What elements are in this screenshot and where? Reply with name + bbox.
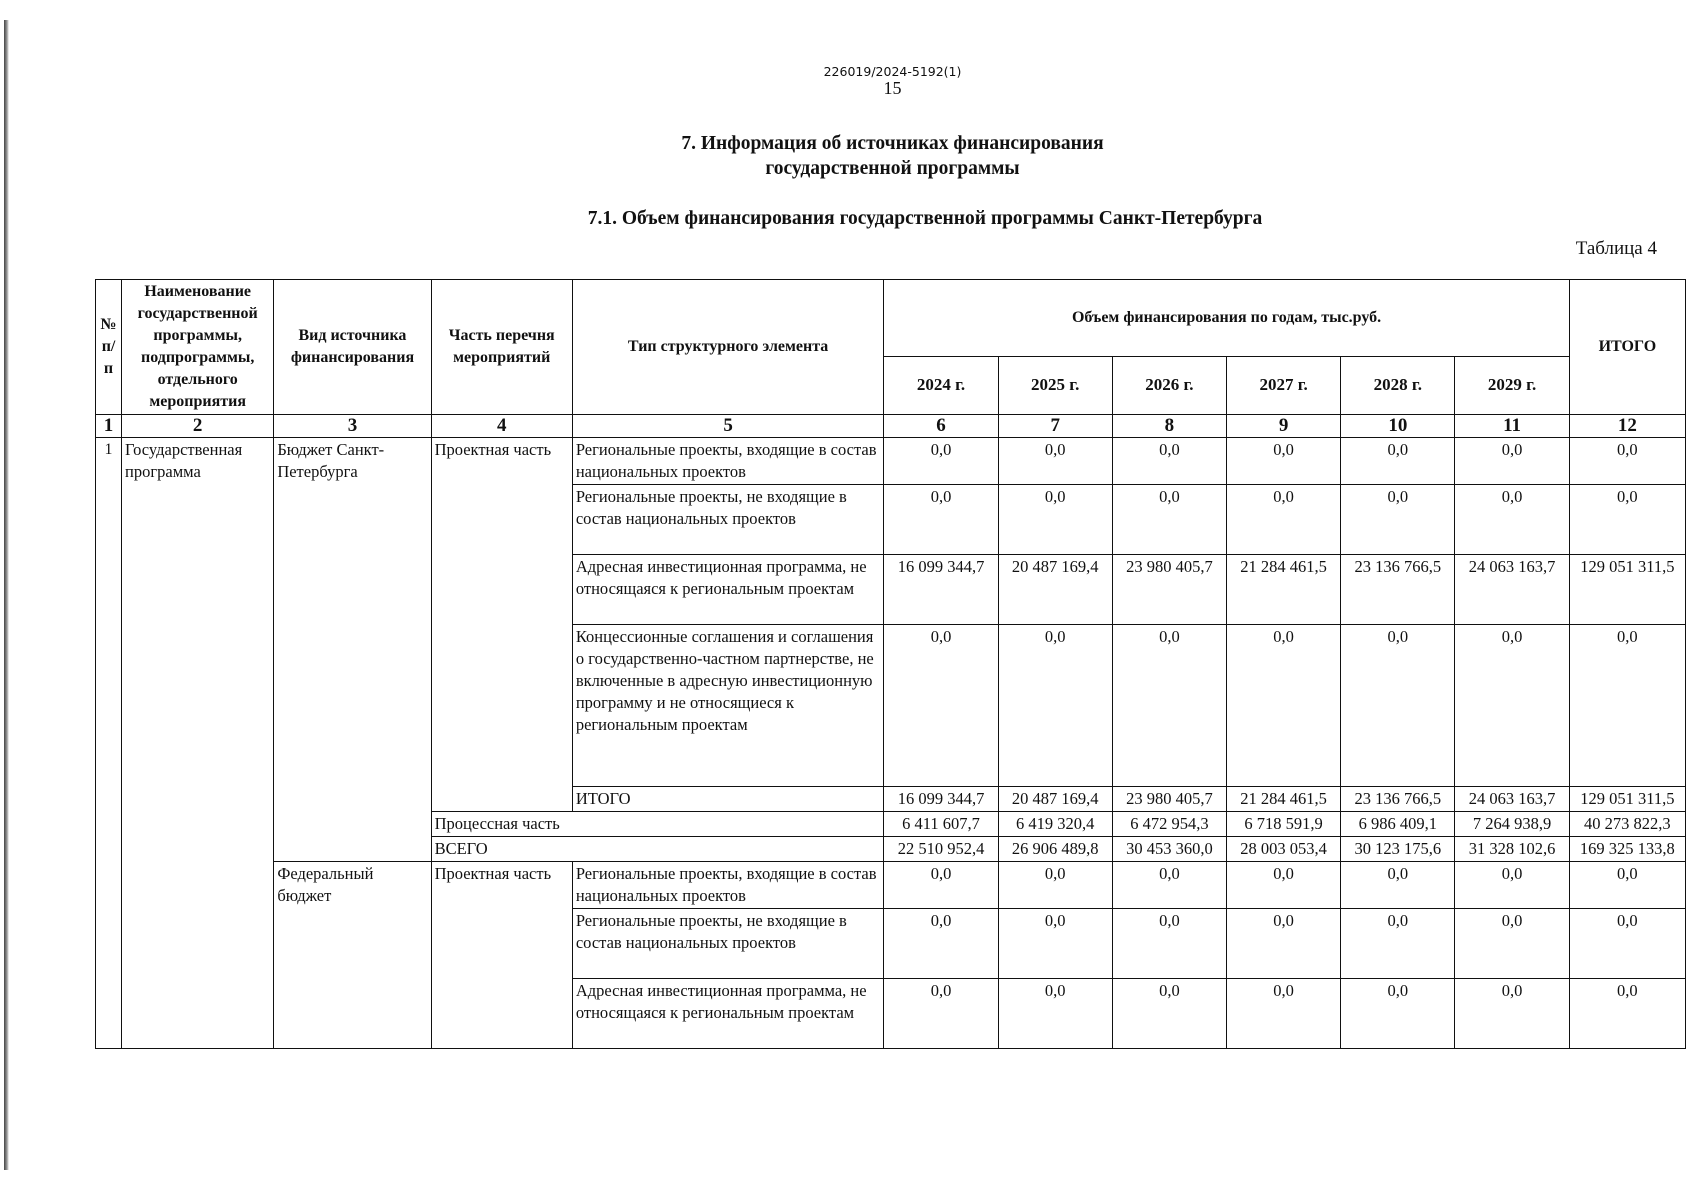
header-element-type: Тип структурного элемента [572,280,884,415]
header-year-2025: 2025 г. [998,356,1112,414]
value-cell: 0,0 [1341,485,1455,555]
type-address-investment-program: Адресная инвестиционная программа, не относящаяся к региональным проектам [572,555,884,625]
financing-table [95,279,1686,1049]
column-number: 7 [998,415,1112,438]
table-row [96,862,1686,909]
table-header-row [96,280,1686,357]
type-regional-in-national: Региональные проекты, входящие в состав национальных проектов [572,862,884,909]
value-cell: 0,0 [998,909,1112,979]
header-year-2026: 2026 г. [1112,356,1226,414]
column-number: 2 [122,415,274,438]
value-cell: 6 411 607,7 [884,812,998,837]
value-cell: 16 099 344,7 [884,787,998,812]
header-part: Часть перечня мероприятий [431,280,572,415]
scan-edge-shadow [4,20,9,1170]
value-cell: 20 487 169,4 [998,555,1112,625]
value-cell: 0,0 [884,485,998,555]
value-cell: 24 063 163,7 [1455,555,1569,625]
total-cell: 0,0 [1569,625,1685,787]
value-cell: 0,0 [884,979,998,1049]
value-cell: 0,0 [1227,979,1341,1049]
column-number: 9 [1227,415,1341,438]
value-cell: 0,0 [1227,625,1341,787]
value-cell: 23 136 766,5 [1341,787,1455,812]
value-cell: 21 284 461,5 [1227,555,1341,625]
value-cell: 0,0 [1341,438,1455,485]
value-cell: 0,0 [1455,625,1569,787]
type-address-investment-program: Адресная инвестиционная программа, не относящаяся к региональным проектам [572,979,884,1049]
column-number: 1 [96,415,122,438]
part-process-spb: Процессная часть [431,812,884,837]
column-numbers-row [96,415,1686,438]
table-label: Таблица 4 [1575,238,1657,259]
value-cell: 0,0 [1227,909,1341,979]
value-cell: 0,0 [884,862,998,909]
column-number: 10 [1341,415,1455,438]
total-cell: 40 273 822,3 [1569,812,1685,837]
document-registration-number: 226019/2024-5192(1) [823,64,962,79]
part-project-federal: Проектная часть [431,862,572,1049]
value-cell: 0,0 [1227,862,1341,909]
subsection-title: 7.1. Объем финансирования государственной программы Санкт-Петербурга [587,208,1263,229]
value-cell: 0,0 [1112,485,1226,555]
value-cell: 0,0 [998,485,1112,555]
value-cell: 26 906 489,8 [998,837,1112,862]
value-cell: 0,0 [1112,862,1226,909]
value-cell: 20 487 169,4 [998,787,1112,812]
value-cell: 30 123 175,6 [1341,837,1455,862]
column-number: 11 [1455,415,1569,438]
value-cell: 23 980 405,7 [1112,787,1226,812]
total-cell: 169 325 133,8 [1569,837,1685,862]
value-cell: 23 136 766,5 [1341,555,1455,625]
total-cell: 0,0 [1569,979,1685,1049]
header-source: Вид источника финансирования [274,280,431,415]
type-itogo: ИТОГО [572,787,884,812]
header-year-2024: 2024 г. [884,356,998,414]
value-cell: 0,0 [884,438,998,485]
header-program-name: Наименование государственной программы, подпрограммы, отдельного мероприятия [122,280,274,415]
value-cell: 6 419 320,4 [998,812,1112,837]
value-cell: 6 718 591,9 [1227,812,1341,837]
total-cell: 0,0 [1569,909,1685,979]
value-cell: 7 264 938,9 [1455,812,1569,837]
value-cell: 0,0 [1341,862,1455,909]
value-cell: 0,0 [998,438,1112,485]
total-cell: 129 051 311,5 [1569,787,1685,812]
value-cell: 0,0 [1341,625,1455,787]
value-cell: 30 453 360,0 [1112,837,1226,862]
part-total-spb: ВСЕГО [431,837,884,862]
value-cell: 0,0 [1455,438,1569,485]
value-cell: 0,0 [1112,625,1226,787]
part-project-spb: Проектная часть [431,438,572,812]
header-year-2027: 2027 г. [1227,356,1341,414]
value-cell: 28 003 053,4 [1227,837,1341,862]
value-cell: 0,0 [1227,438,1341,485]
value-cell: 31 328 102,6 [1455,837,1569,862]
value-cell: 0,0 [1455,862,1569,909]
value-cell: 16 099 344,7 [884,555,998,625]
value-cell: 0,0 [998,862,1112,909]
type-regional-not-national: Региональные проекты, не входящие в состав национальных проектов [572,909,884,979]
value-cell: 22 510 952,4 [884,837,998,862]
section-title [0,131,1695,181]
type-concession-agreements: Концессионные соглашения и соглашения о государственно-частном партнерстве, не включенные в адресную инвестиционную программу и не относящиеся к региональным проектам [572,625,884,787]
column-number: 3 [274,415,431,438]
type-regional-in-national: Региональные проекты, входящие в состав национальных проектов [572,438,884,485]
total-cell: 0,0 [1569,438,1685,485]
value-cell: 0,0 [998,625,1112,787]
value-cell: 0,0 [1112,438,1226,485]
section-title-line-1: 7. Информация об источниках финансирования [681,133,1104,154]
value-cell: 6 986 409,1 [1341,812,1455,837]
value-cell: 0,0 [998,979,1112,1049]
value-cell: 0,0 [1112,909,1226,979]
header-number: № п/п [96,280,122,415]
value-cell: 0,0 [1341,909,1455,979]
value-cell: 0,0 [1112,979,1226,1049]
source-federal-budget: Федеральный бюджет [274,862,431,1049]
value-cell: 21 284 461,5 [1227,787,1341,812]
value-cell: 0,0 [884,625,998,787]
row-number-cell: 1 [96,438,122,1049]
column-number: 8 [1112,415,1226,438]
value-cell: 0,0 [1341,979,1455,1049]
type-regional-not-national: Региональные проекты, не входящие в состав национальных проектов [572,485,884,555]
source-spb-budget: Бюджет Санкт-Петербурга [274,438,431,862]
value-cell: 23 980 405,7 [1112,555,1226,625]
total-cell: 0,0 [1569,485,1685,555]
total-cell: 129 051 311,5 [1569,555,1685,625]
value-cell: 6 472 954,3 [1112,812,1226,837]
header-year-2028: 2028 г. [1341,356,1455,414]
column-number: 12 [1569,415,1685,438]
header-total: ИТОГО [1569,280,1685,415]
header-volume-by-year: Объем финансирования по годам, тыс.руб. [884,280,1569,357]
program-name-cell: Государственная программа [122,438,274,1049]
header-year-2029: 2029 г. [1455,356,1569,414]
column-number: 4 [431,415,572,438]
table-row [96,438,1686,485]
value-cell: 0,0 [1455,979,1569,1049]
column-number: 6 [884,415,998,438]
total-cell: 0,0 [1569,862,1685,909]
column-number: 5 [572,415,884,438]
value-cell: 0,0 [1455,485,1569,555]
value-cell: 0,0 [1455,909,1569,979]
page-number: 15 [883,78,902,98]
value-cell: 24 063 163,7 [1455,787,1569,812]
section-title-line-2: государственной программы [765,158,1020,179]
value-cell: 0,0 [884,909,998,979]
value-cell: 0,0 [1227,485,1341,555]
